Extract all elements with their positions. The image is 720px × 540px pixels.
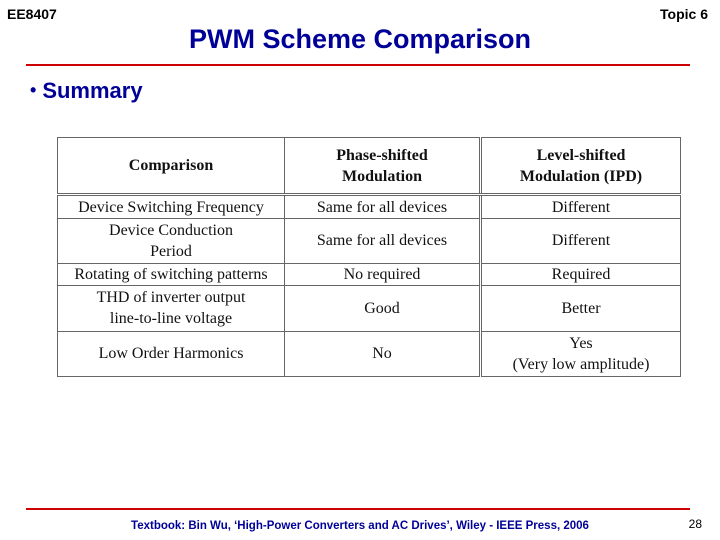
level-shifted-cell xyxy=(481,286,681,331)
header-comparison-text: Comparison xyxy=(128,157,214,175)
cell-text: Low Order Harmonics xyxy=(98,345,244,363)
level-shifted-cell xyxy=(481,218,681,263)
header-level-shifted xyxy=(481,138,681,195)
cell-text: Required xyxy=(551,266,611,284)
summary-bullet xyxy=(30,78,143,104)
row-label xyxy=(58,286,285,331)
bullet-icon: • xyxy=(30,80,37,100)
top-divider xyxy=(26,64,690,66)
table-row xyxy=(58,264,681,286)
slide-title: PWM Scheme Comparison xyxy=(188,24,532,54)
course-code: EE8407 xyxy=(7,6,57,22)
cell-text-line1: Device Conduction xyxy=(109,221,233,239)
cell-text: No required xyxy=(343,266,421,284)
cell-text: Same for all devices xyxy=(316,232,448,250)
topic-label: Topic 6 xyxy=(660,6,708,22)
cell-text-line2: Period xyxy=(150,242,192,260)
row-label xyxy=(58,264,285,286)
table-row xyxy=(58,195,681,218)
page-number: 28 xyxy=(688,517,702,531)
phase-shifted-cell xyxy=(285,286,481,331)
header-level-shifted-line1: Level-shifted xyxy=(536,146,626,164)
cell-text: Different xyxy=(551,232,611,250)
level-shifted-cell xyxy=(481,195,681,218)
header-phase-shifted-line2: Modulation xyxy=(341,167,422,185)
cell-text-line1: THD of inverter output xyxy=(96,289,246,307)
cell-text: No xyxy=(372,345,392,363)
cell-text: Different xyxy=(551,198,611,216)
header-phase-shifted xyxy=(285,138,481,195)
cell-text: Device Switching Frequency xyxy=(78,198,264,216)
cell-text-line2: (Very low amplitude) xyxy=(512,355,650,373)
table-row xyxy=(58,331,681,376)
comparison-table xyxy=(57,137,681,377)
level-shifted-cell xyxy=(481,264,681,286)
bottom-divider xyxy=(26,508,690,510)
footer-citation: Textbook: Bin Wu, ‘High-Power Converters and AC Drives’, Wiley - IEEE Press, 2006 xyxy=(131,520,589,532)
phase-shifted-cell xyxy=(285,331,481,376)
header-comparison xyxy=(58,138,285,195)
cell-text-line1: Yes xyxy=(569,334,593,352)
phase-shifted-cell xyxy=(285,218,481,263)
phase-shifted-cell xyxy=(285,195,481,218)
header-phase-shifted-line1: Phase-shifted xyxy=(336,146,428,164)
table-row xyxy=(58,286,681,331)
cell-text: Rotating of switching patterns xyxy=(74,266,268,284)
level-shifted-cell xyxy=(481,331,681,376)
row-label xyxy=(58,218,285,263)
cell-text: Same for all devices xyxy=(316,198,448,216)
phase-shifted-cell xyxy=(285,264,481,286)
header-level-shifted-line2: Modulation (IPD) xyxy=(519,167,643,185)
summary-text: Summary xyxy=(42,78,143,103)
cell-text-line2: line-to-line voltage xyxy=(109,310,233,328)
cell-text: Good xyxy=(364,299,400,317)
row-label xyxy=(58,331,285,376)
table-header-row xyxy=(58,138,681,195)
table-row xyxy=(58,218,681,263)
cell-text: Better xyxy=(561,299,601,317)
row-label xyxy=(58,195,285,218)
